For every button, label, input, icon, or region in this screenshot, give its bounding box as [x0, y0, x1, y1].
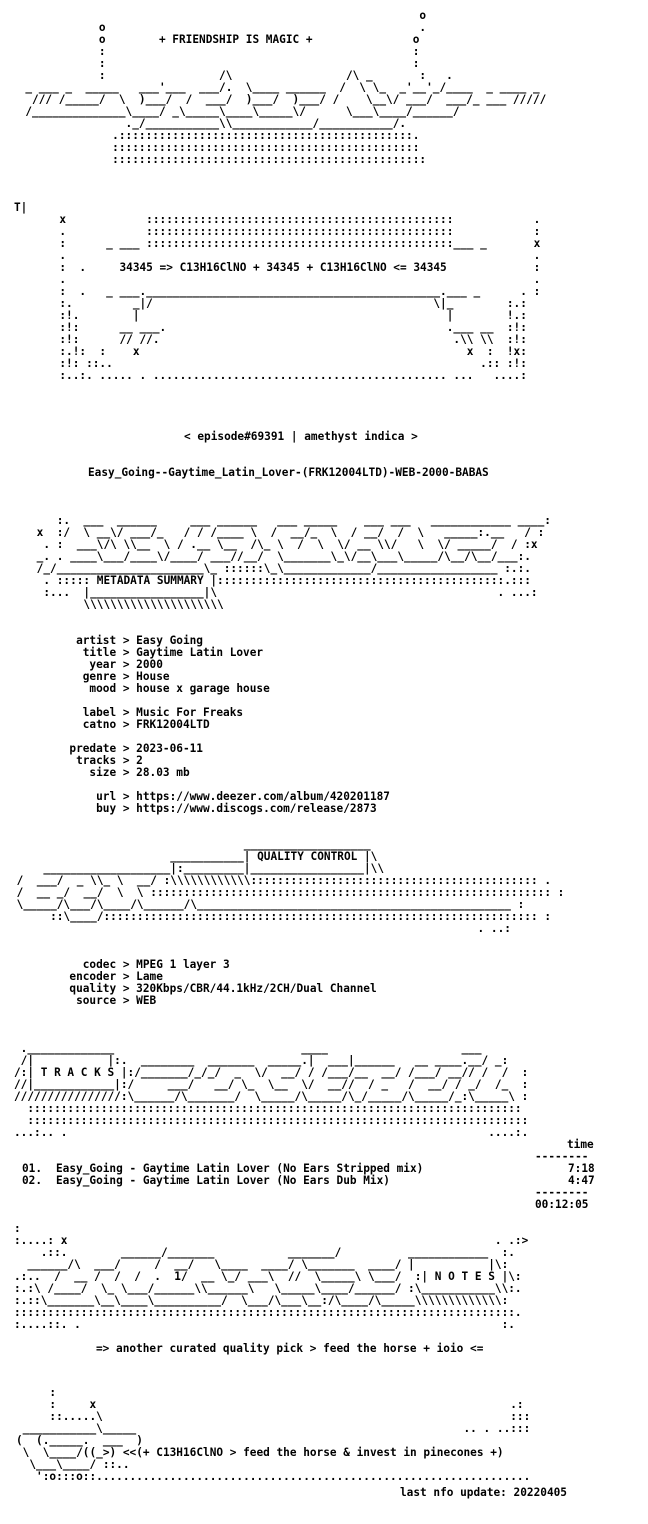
metadata-summary-header: :. ___ ______ ___ ______ ___ _____ ___ ___ ____________ ____: x :/ \ __\/ ___/_ / / /____ \ / __/_ \ / __/ / \ _____:.__ / : . : ___\/\ \\__ \ / .__ \__ /\_ \ / \ \/ __ \\/ \ \/ _____/ / :x _. . ____\___/____\/____/ ___//__/ \_______\_\/__\___\_____/\__/\__/___:. /_/______________________\_ ::::::\_\_____________/__________________ :.:. . ::::: METADATA SUMMARY |:::::::::::::::::::::::::::::::::::::::::::.::: :... |_________________|\ . ...: \\\\\\\\\\\\\\\\\\\\\ [36, 514, 551, 611]
wall-ascii-art: x :::::::::::::::::::::::::::::::::::::::::::::: . . :::::::::::::::::::::::::::::::::::::::::::::: : : _ ___ ::::::::::::::::::::::::::::::::::::::::::::::___ _ x . . : . 34345 => C13H16ClNO + 34345 + C13H16ClNO <= 34345 : . . : . _ ___.____________________________________________.___ _ . : :. _|/ \|_ :.: :!. | | !.: :!: __ ___. .___ __ :!: :!: // //. .\\ \\ :!: :.!: : x x : !x: :!: ::.. .:: :!: :..:. ..... . ............................................ ... ....: [59, 213, 541, 382]
track-title: Easy_Going - Gaytime Latin Lover (No Ears Dub Mix) [56, 1174, 390, 1187]
track-number: 01. [22, 1162, 43, 1175]
episode-line: < episode#69391 | amethyst indica > [184, 430, 418, 443]
footer-ascii-art: : : x .: ::.....\ ::: ___________\_____ .. . ..::: ( (._____. ___ ) \ \____/((_>) <<(+ C13H16ClNO > feed the horse & invest in pinecones +) \___\____/ ::.. ':o:::o::................................................................. [16, 1386, 531, 1483]
metadata-fields: artist > Easy Going title > Gaytime Latin Lover year > 2000 genre > House mood > house x garage house label > Music For Freaks catno > FRK12004LTD predate > 2023-06-11 tracks > 2 size > 28.03 mb url > https://www.deezer.com/album/420201187 buy > https://www.discogs.com/release/2873 [69, 634, 390, 815]
separator-mark: T| [14, 201, 28, 214]
last-update-line: last nfo update: 20220405 [400, 1486, 567, 1499]
notes-header: : :....: x . .:> .::. ______/_______ _______/ ____________ :. ______/\ ___/ / __/ \____ ____/ \_______ ____/ | |\: .:.. / __ / / / . 1/ __ \_/ ___\ // \_____\ \___/ :| N O T E S |\: :.:\ /____/ \_ \___/______\\______\ \_____\____/______/ :\___________\\:. :.::\_______\__\____\__________/ \___/\___\__:/\____/\_____\\\\\\\\\\\\\: :::::::::::::::::::::::::::::::::::::::::::::::::::::::::::::::::::::::::::. :....::. . :. [14, 1222, 529, 1331]
track-time: 7:18 [568, 1162, 595, 1175]
track-time: 4:47 [568, 1174, 595, 1187]
quality-fields: codec > MPEG 1 layer 3 encoder > Lame quality > 320Kbps/CBR/44.1kHz/2CH/Dual Channel source > WEB [69, 958, 377, 1007]
track-number: 02. [22, 1174, 43, 1187]
notes-line: => another curated quality pick > feed the horse + ioio <= [96, 1342, 484, 1355]
tracks-header-rule: -------- [535, 1150, 589, 1163]
tracks-time-header: time [567, 1138, 594, 1151]
track-title: Easy_Going - Gaytime Latin Lover (No Ears Stripped mix) [56, 1162, 424, 1175]
tracks-footer-rule: -------- [535, 1186, 589, 1199]
tracks-total-time: 00:12:05 [535, 1198, 589, 1211]
release-name: Easy_Going--Gaytime_Latin_Lover-(FRK12004LTD)-WEB-2000-BABAS [88, 466, 489, 479]
quality-control-header: ___________________ ___________| QUALITY CONTROL |\ ___________________|:_________|_________________|\\ / ___/ _ \\_ \ __/ :\\\\\\\\\\\\::::::::::::::::::::::::::::::::::::::::::: . / __ _/ __/ \ \ :::::::::::::::::::::::::::::::::::::::::::::::::::::::::::: : \_____/\___/\____/\______/\_______________________________________________ : ::\____/::::::::::::::::::::::::::::::::::::::::::::::::::::::::::::::::: : . ..: [16, 838, 565, 935]
tracks-header: ._____________ ____ ___ /| |:. ________ _______ _____.| ___|______ __ ____.__/ _: /:| T R A C K S |:/_______/_/_/ _ \/ __/ / /___/__ __/ /___/ __// / / : //|____________|:/ ___/ __/ \_ \__ \/ __// / _ / __/ / _/ /_ : ////////////////:\______/\_______/ \_____/\_____/\_/_____/\_____/_:\_____\ : :::::::::::::::::::::::::::::::::::::::::::::::::::::::::::::::::::::::::: ::::::::::::::::::::::::::::::::::::::::::::::::::::::::::::::::::::::::::: ...:.. . ....:. [14, 1042, 529, 1139]
header-ascii-art: o o . o + FRIENDSHIP IS MAGIC + o : : : : : /\ /\ _ : . _ ___ _ _____ ___'___ ___/. \____ ______ / \ \_ _'__'_/____ _ ____ _ /// /_____/ \ )___/ / ___/ )___/ )___/ / \__\/ ___/ ___/_ ___ ///// /______________\____/ _\_____\____\_____\/ \___\____/______/ ._/___________\\____________/___________/. .::::::::::::::::::::::::::::::::::::::::::::. :::::::::::::::::::::::::::::::::::::::::::::: ::::::::::::::::::::::::::::::::::::::::::::::: [25, 9, 547, 166]
